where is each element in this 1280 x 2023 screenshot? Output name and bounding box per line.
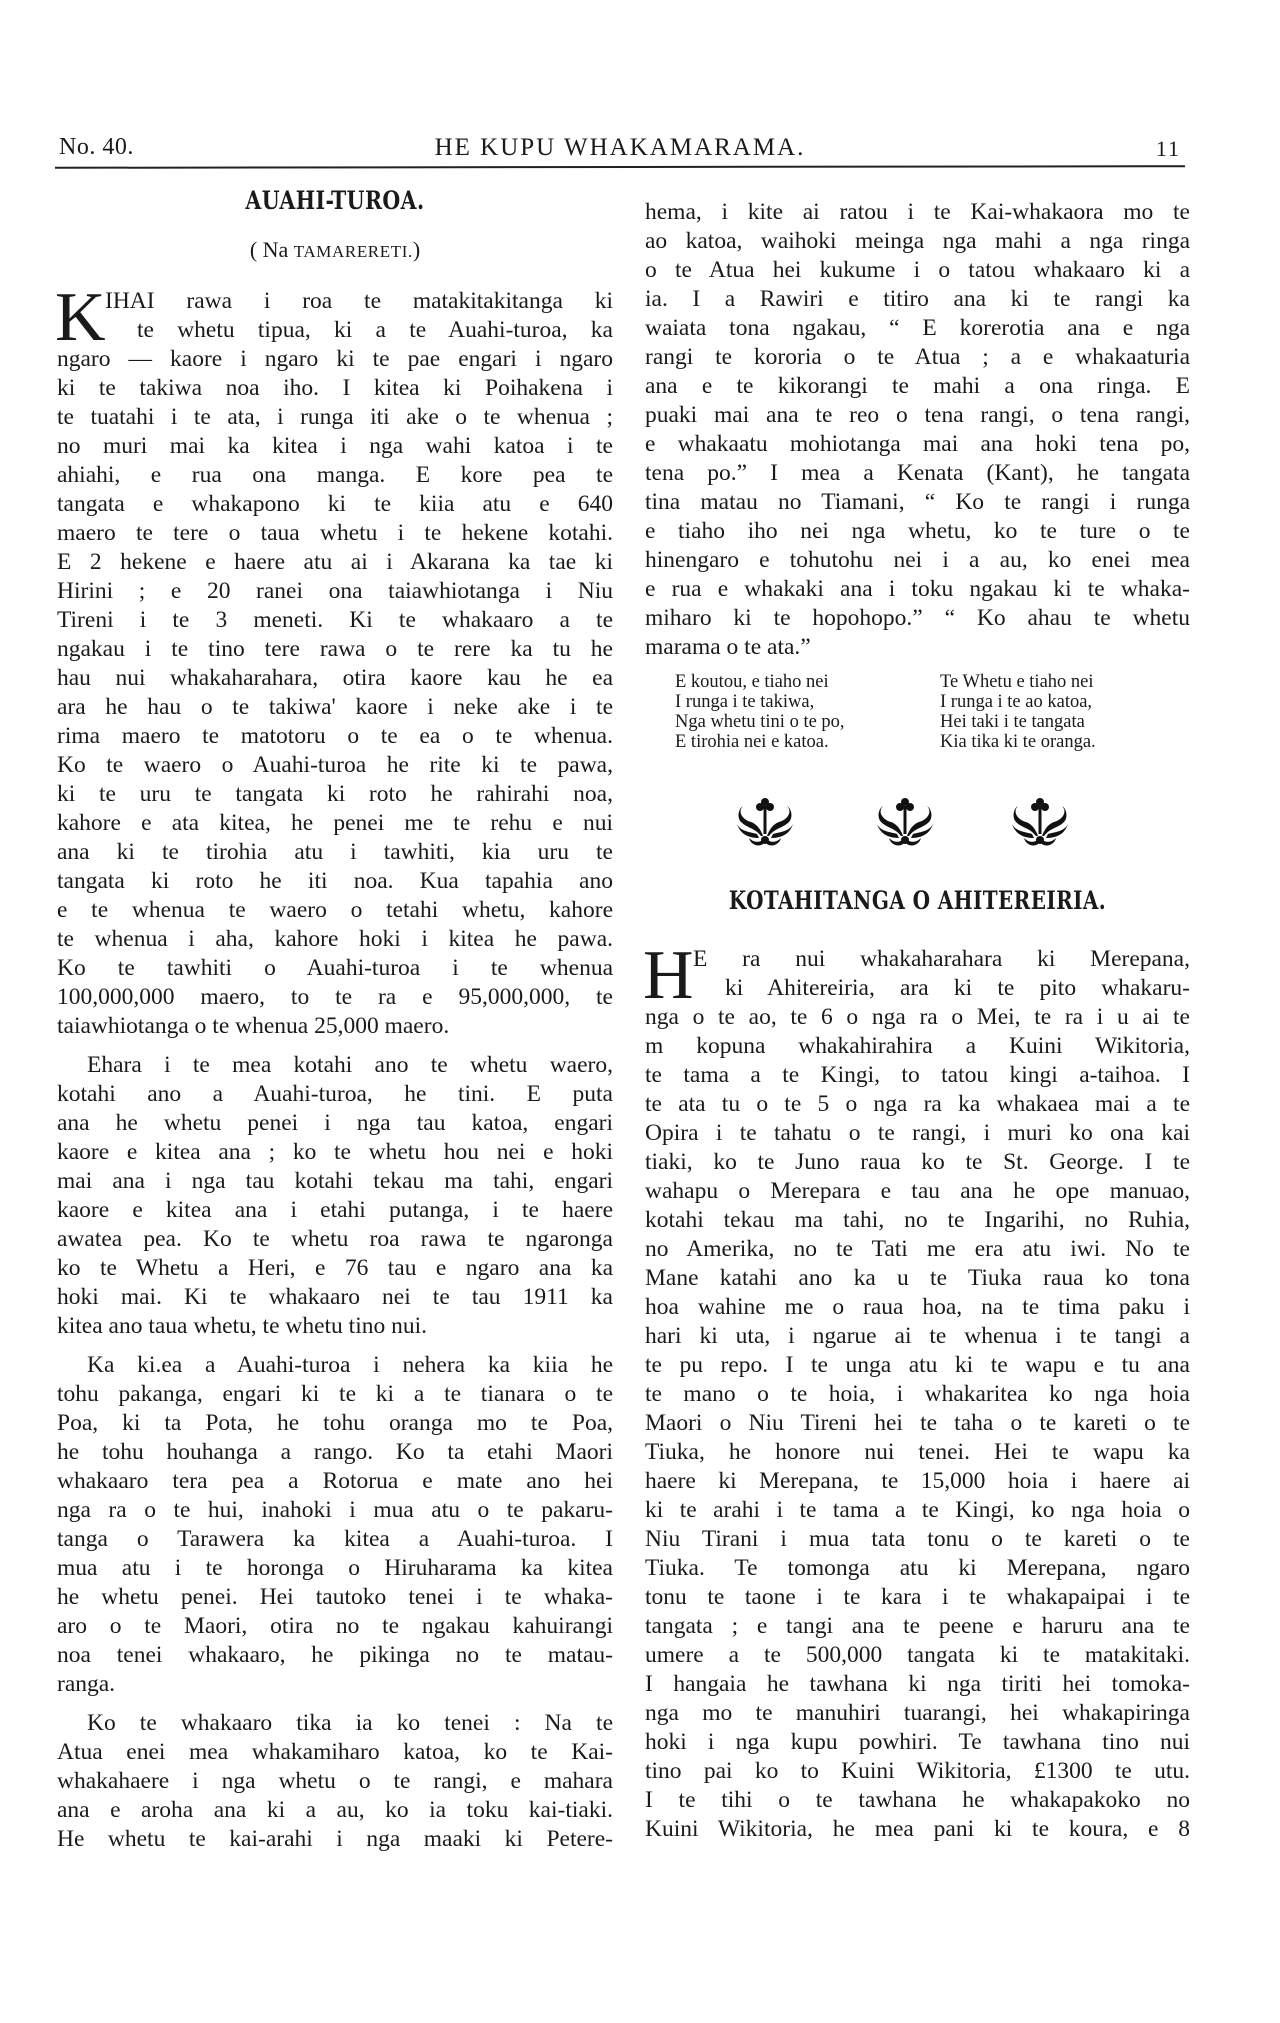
text-line: puaki mai ana te reo o tena rangi, o tena rangi, bbox=[645, 402, 1190, 428]
text-line: Tireni i te 3 meneti. Ki te whakaaro a te bbox=[57, 607, 613, 633]
text-line: mua atu i te horonga o Hiruharama ka kitea bbox=[57, 1555, 613, 1581]
publication-title: HE KUPU WHAKAMARAMA. bbox=[434, 134, 806, 161]
text-line: te ata tu o te 5 o nga ra ka whakaea mai a te bbox=[645, 1091, 1190, 1117]
text-line: tangata ki roto he iti noa. Kua tapahia ano bbox=[57, 868, 613, 894]
text-line: hema, i kite ai ratou i te Kai-whakaora mo te bbox=[645, 199, 1190, 225]
text-line: ngakau i te tino tere rawa o te rere ka tu he bbox=[57, 636, 613, 662]
text-line: taiawhiotanga o te whenua 25,000 maero. bbox=[57, 1013, 450, 1039]
text-line: kitea ano taua whetu, te whetu tino nui. bbox=[57, 1313, 428, 1339]
text-line: E ra nui whakaharahara ki Merepana, bbox=[693, 946, 1190, 972]
text-line: umere a te 500,000 tangata ki te matakitaki. bbox=[645, 1642, 1190, 1668]
text-line: m kopuna whakahirahira a Kuini Wikitoria, bbox=[645, 1033, 1190, 1059]
text-line: te pu repo. I te unga atu ki te wapu e tu ana bbox=[645, 1352, 1190, 1378]
text-line: kotahi tekau ma tahi, no te Ingarihi, no Ruhia, bbox=[645, 1207, 1190, 1233]
text-line: Hirini ; e 20 ranei ona taiawhiotanga i Niu bbox=[57, 578, 613, 604]
text-line: ana e te kikorangi te mahi a ona ringa. E bbox=[645, 373, 1190, 399]
text-line: no Amerika, no te Tati me era atu iwi. No te bbox=[645, 1236, 1190, 1262]
text-line: Niu Tirani i mua tata tonu o te kareti o te bbox=[645, 1526, 1190, 1552]
text-line: te tuatahi i te ata, i runga iti ake o te whenua ; bbox=[57, 404, 613, 430]
ornament-divider bbox=[645, 768, 1190, 886]
text-line: Ko te whakaaro tika ia ko tenei : Na te bbox=[87, 1710, 613, 1736]
text-line: marama o te ata.” bbox=[645, 634, 811, 660]
text-line: e te whenua te waero o tetahi whetu, kahore bbox=[57, 897, 613, 923]
poem-stanza bbox=[940, 672, 1096, 752]
text-line: ki te arahi i te tama a te Kingi, ko nga hoia o bbox=[645, 1497, 1190, 1523]
text-line: Opira i te tahatu o te rangi, i muri ko ona kai bbox=[645, 1120, 1190, 1146]
text-line: ara he hau o te takiwa' kaore i neke ake i te bbox=[57, 694, 613, 720]
text-line: kaore e kitea ana ; ko te whetu hou nei e hoki bbox=[57, 1139, 613, 1165]
article-title: KOTAHITANGA O AHITEREIRIA. bbox=[728, 886, 1107, 915]
text-line: hoki i nga kupu powhiri. Te tawhana tino nui bbox=[645, 1729, 1190, 1755]
left-column bbox=[57, 186, 613, 1854]
text-line: maero te tere o taua whetu i te hekene kotahi. bbox=[57, 520, 613, 546]
poem-line: E koutou, e tiaho nei bbox=[675, 672, 829, 692]
text-line: tangata ; e tangi ana te peene e haruru ana te bbox=[645, 1613, 1190, 1639]
text-line: nga ra o te hui, inahoki i mua atu o te pakaru- bbox=[57, 1497, 613, 1523]
text-line: Tiuka. Te tomonga atu ki Merepana, ngaro bbox=[645, 1555, 1190, 1581]
text-line: te tama a te Kingi, to tatou kingi a-taihoa. I bbox=[645, 1062, 1190, 1088]
text-line: Tiuka, he honore nui tenei. Hei te wapu ka bbox=[645, 1439, 1190, 1465]
issue-number: No. 40. bbox=[59, 134, 134, 160]
text-line: e whakaatu mohiotanga mai ana hoki tena po, bbox=[645, 431, 1190, 457]
text-line: Mane katahi ano ka u te Tiuka raua ko tona bbox=[645, 1265, 1190, 1291]
text-line: kaore e kitea ana i etahi putanga, i te haere bbox=[57, 1197, 613, 1223]
text-line: I hangaia he tawhana ki nga tiriti hei tomoka- bbox=[645, 1671, 1190, 1697]
text-line: ana ki te tirohia atu i tawhiti, kia uru te bbox=[57, 839, 613, 865]
text-line: awatea pea. Ko te whetu roa rawa te ngaronga bbox=[57, 1226, 613, 1252]
byline-suffix: ) bbox=[412, 237, 421, 262]
poem-line: Hei taki i te tangata bbox=[940, 712, 1085, 732]
paragraph bbox=[57, 1351, 613, 1699]
poem-stanza bbox=[675, 672, 845, 752]
text-line: tina matau no Tiamani, “ Ko te rangi i runga bbox=[645, 489, 1190, 515]
text-line: ko te Whetu a Heri, e 76 tau e ngaro ana ka bbox=[57, 1255, 613, 1281]
text-line: tanga o Tarawera ka kitea a Auahi-turoa. I bbox=[57, 1526, 613, 1552]
text-line: IHAI rawa i roa te matakitakitanga ki bbox=[105, 288, 613, 314]
text-line: ana e aroha ana ki a au, ko ia toku kai-tiaki. bbox=[57, 1797, 613, 1823]
text-line: hinengaro e tohutohu nei i a au, ko enei mea bbox=[645, 547, 1190, 573]
text-line: e tiaho iho nei nga whetu, ko te ture o te bbox=[645, 518, 1190, 544]
text-line: he tohu houhanga a rango. Ko ta etahi Maori bbox=[57, 1439, 613, 1465]
paragraph bbox=[57, 1051, 613, 1341]
text-line: ngaro — kaore i ngaro ki te pae engari i ngaro bbox=[57, 346, 613, 372]
text-line: te mano o te hoia, i whakaritea ko nga hoia bbox=[645, 1381, 1190, 1407]
text-line: rima maero te matotoru o te ea o te whenua. bbox=[57, 723, 613, 749]
text-line: Ka ki.ea a Auahi-turoa i nehera ka kiia he bbox=[87, 1352, 613, 1378]
text-line: o te Atua hei kukume i o tatou whakaaro ki a bbox=[645, 257, 1190, 283]
poem-line: I runga i te ao katoa, bbox=[940, 692, 1093, 712]
text-line: Ehara i te mea kotahi ano te whetu waero, bbox=[87, 1052, 613, 1078]
text-line: tino pai ko to Kuini Wikitoria, £1300 te utu. bbox=[645, 1758, 1190, 1784]
text-line: Maori o Niu Tireni hei te taha o te kareti o te bbox=[645, 1410, 1190, 1436]
text-line: tena po.” I mea a Kenata (Kant), he tangata bbox=[645, 460, 1190, 486]
text-line: te whenua i aha, kahore hoki i kitea he pawa. bbox=[57, 926, 613, 952]
byline-author: TAMARERETI. bbox=[293, 242, 413, 261]
text-line: wahapu o Merepara e tau ana he ope manuao, bbox=[645, 1178, 1190, 1204]
text-line: e rua e whakaki ana i toku ngakau ki te whaka- bbox=[645, 576, 1190, 602]
text-line: Ko te tawhiti o Auahi-turoa i te whenua bbox=[57, 955, 613, 981]
text-line: no muri mai ka kitea i nga wahi katoa i te bbox=[57, 433, 613, 459]
text-line: kahore e ata kitea, he penei me te rehu e nui bbox=[57, 810, 613, 836]
text-line: haere ki Merepana, te 15,000 hoia i haere ai bbox=[645, 1468, 1190, 1494]
poem-line: Nga whetu tini o te po, bbox=[675, 712, 845, 732]
text-line: whakaaro tera pea a Rotorua e mate ano hei bbox=[57, 1468, 613, 1494]
article-title: AUAHI-TUROA. bbox=[245, 186, 425, 215]
text-line: 100,000,000 maero, to te ra e 95,000,000, te bbox=[57, 984, 613, 1010]
poem-line: Te Whetu e tiaho nei bbox=[940, 672, 1094, 692]
text-line: ki te takiwa noa iho. I kitea ki Poihakena i bbox=[57, 375, 613, 401]
drop-cap: K bbox=[55, 279, 106, 356]
page-number: 11 bbox=[1155, 136, 1181, 161]
byline-prefix: ( Na bbox=[249, 237, 294, 262]
running-head bbox=[55, 128, 1185, 168]
text-line: noa tenei whakaaro, he pikinga no te matau- bbox=[57, 1642, 613, 1668]
right-column bbox=[645, 186, 1190, 1844]
text-line: ao katoa, waihoki meinga nga mahi a nga ringa bbox=[645, 228, 1190, 254]
paragraph bbox=[643, 937, 1190, 1844]
text-line: ki te uru te tangata ki roto he rahirahi noa, bbox=[57, 781, 613, 807]
text-line: I te tihi o te tawhana he whakapakoko no bbox=[645, 1787, 1190, 1813]
text-line: miharo ki te hopohopo.” “ Ko ahau te whetu bbox=[645, 605, 1190, 631]
text-line: waiata tona ngakau, “ E korerotia ana e nga bbox=[645, 315, 1190, 341]
text-line: whakahaere i nga whetu o te rangi, e mahara bbox=[57, 1768, 613, 1794]
text-line: hoki mai. Ki te whakaaro nei te tau 1911 ka bbox=[57, 1284, 613, 1310]
text-line: ana he whetu penei i nga tau katoa, engari bbox=[57, 1110, 613, 1136]
text-line: Atua enei mea whakamiharo katoa, ko te Kai- bbox=[57, 1739, 613, 1765]
fleuron-ornament-icon bbox=[735, 794, 795, 854]
text-line: tiaki, ko te Juno raua ko te St. George. I te bbox=[645, 1149, 1190, 1175]
text-line: tohu pakanga, engari ki te ki a te tianara o te bbox=[57, 1381, 613, 1407]
text-line: Poa, ki ta Pota, he tohu oranga mo te Poa, bbox=[57, 1410, 613, 1436]
text-line: aro o te Maori, otira no te ngakau kahuirangi bbox=[57, 1613, 613, 1639]
poem bbox=[645, 672, 1190, 768]
text-line: Ko te waero o Auahi-turoa he rite ki te pawa, bbox=[57, 752, 613, 778]
text-line: hari ki uta, i ngarue ai te whenua i te tangi a bbox=[645, 1323, 1190, 1349]
header-rule bbox=[55, 165, 1185, 169]
text-line: ahiahi, e rua ona manga. E kore pea te bbox=[57, 462, 613, 488]
text-line: kotahi ano a Auahi-turoa, he tini. E puta bbox=[57, 1081, 613, 1107]
text-line: he whetu penei. Hei tautoko tenei i te whaka- bbox=[57, 1584, 613, 1610]
text-line: He whetu te kai-arahi i nga maaki ki Petere- bbox=[57, 1826, 613, 1852]
text-line: tangata e whakapono ki te kiia atu e 640 bbox=[57, 491, 613, 517]
poem-line: Kia tika ki te oranga. bbox=[940, 732, 1096, 752]
text-line: tonu te taone i te kara i te whakapaipai i te bbox=[645, 1584, 1190, 1610]
text-line: te whetu tipua, ki a te Auahi-turoa, ka bbox=[137, 317, 613, 343]
text-line: rangi te kororia o te Atua ; a e whakaaturia bbox=[645, 344, 1190, 370]
text-line: ki Ahitereiria, ara ki te pito whakaru- bbox=[725, 975, 1190, 1001]
text-line: mai ana i nga tau kotahi tekau ma tahi, engari bbox=[57, 1168, 613, 1194]
fleuron-ornament-icon bbox=[875, 794, 935, 854]
paragraph bbox=[57, 1709, 613, 1854]
text-line: hau nui whakaharahara, otira kaore kau he ea bbox=[57, 665, 613, 691]
text-line: ia. I a Rawiri e titiro ana ki te rangi ka bbox=[645, 286, 1190, 312]
byline bbox=[57, 237, 613, 263]
poem-line: I runga i te takiwa, bbox=[675, 692, 815, 712]
text-line: nga o te ao, te 6 o nga ra o Mei, te ra i u ai te bbox=[645, 1004, 1190, 1030]
drop-cap: H bbox=[643, 937, 694, 1014]
poem-line: E tirohia nei e katoa. bbox=[675, 732, 829, 752]
text-line: Kuini Wikitoria, he mea pani ki te koura, e 8 bbox=[645, 1816, 1190, 1842]
text-line: E 2 hekene e haere atu ai i Akarana ka tae ki bbox=[57, 549, 613, 575]
text-line: nga mo te manuhiri tuarangi, hei whakapiringa bbox=[645, 1700, 1190, 1726]
paragraph bbox=[55, 279, 613, 1041]
text-line: hoa wahine me o raua hoa, na te tima paku i bbox=[645, 1294, 1190, 1320]
text-line: ranga. bbox=[57, 1671, 116, 1697]
continued-paragraph bbox=[645, 198, 1190, 662]
fleuron-ornament-icon bbox=[1010, 794, 1070, 854]
